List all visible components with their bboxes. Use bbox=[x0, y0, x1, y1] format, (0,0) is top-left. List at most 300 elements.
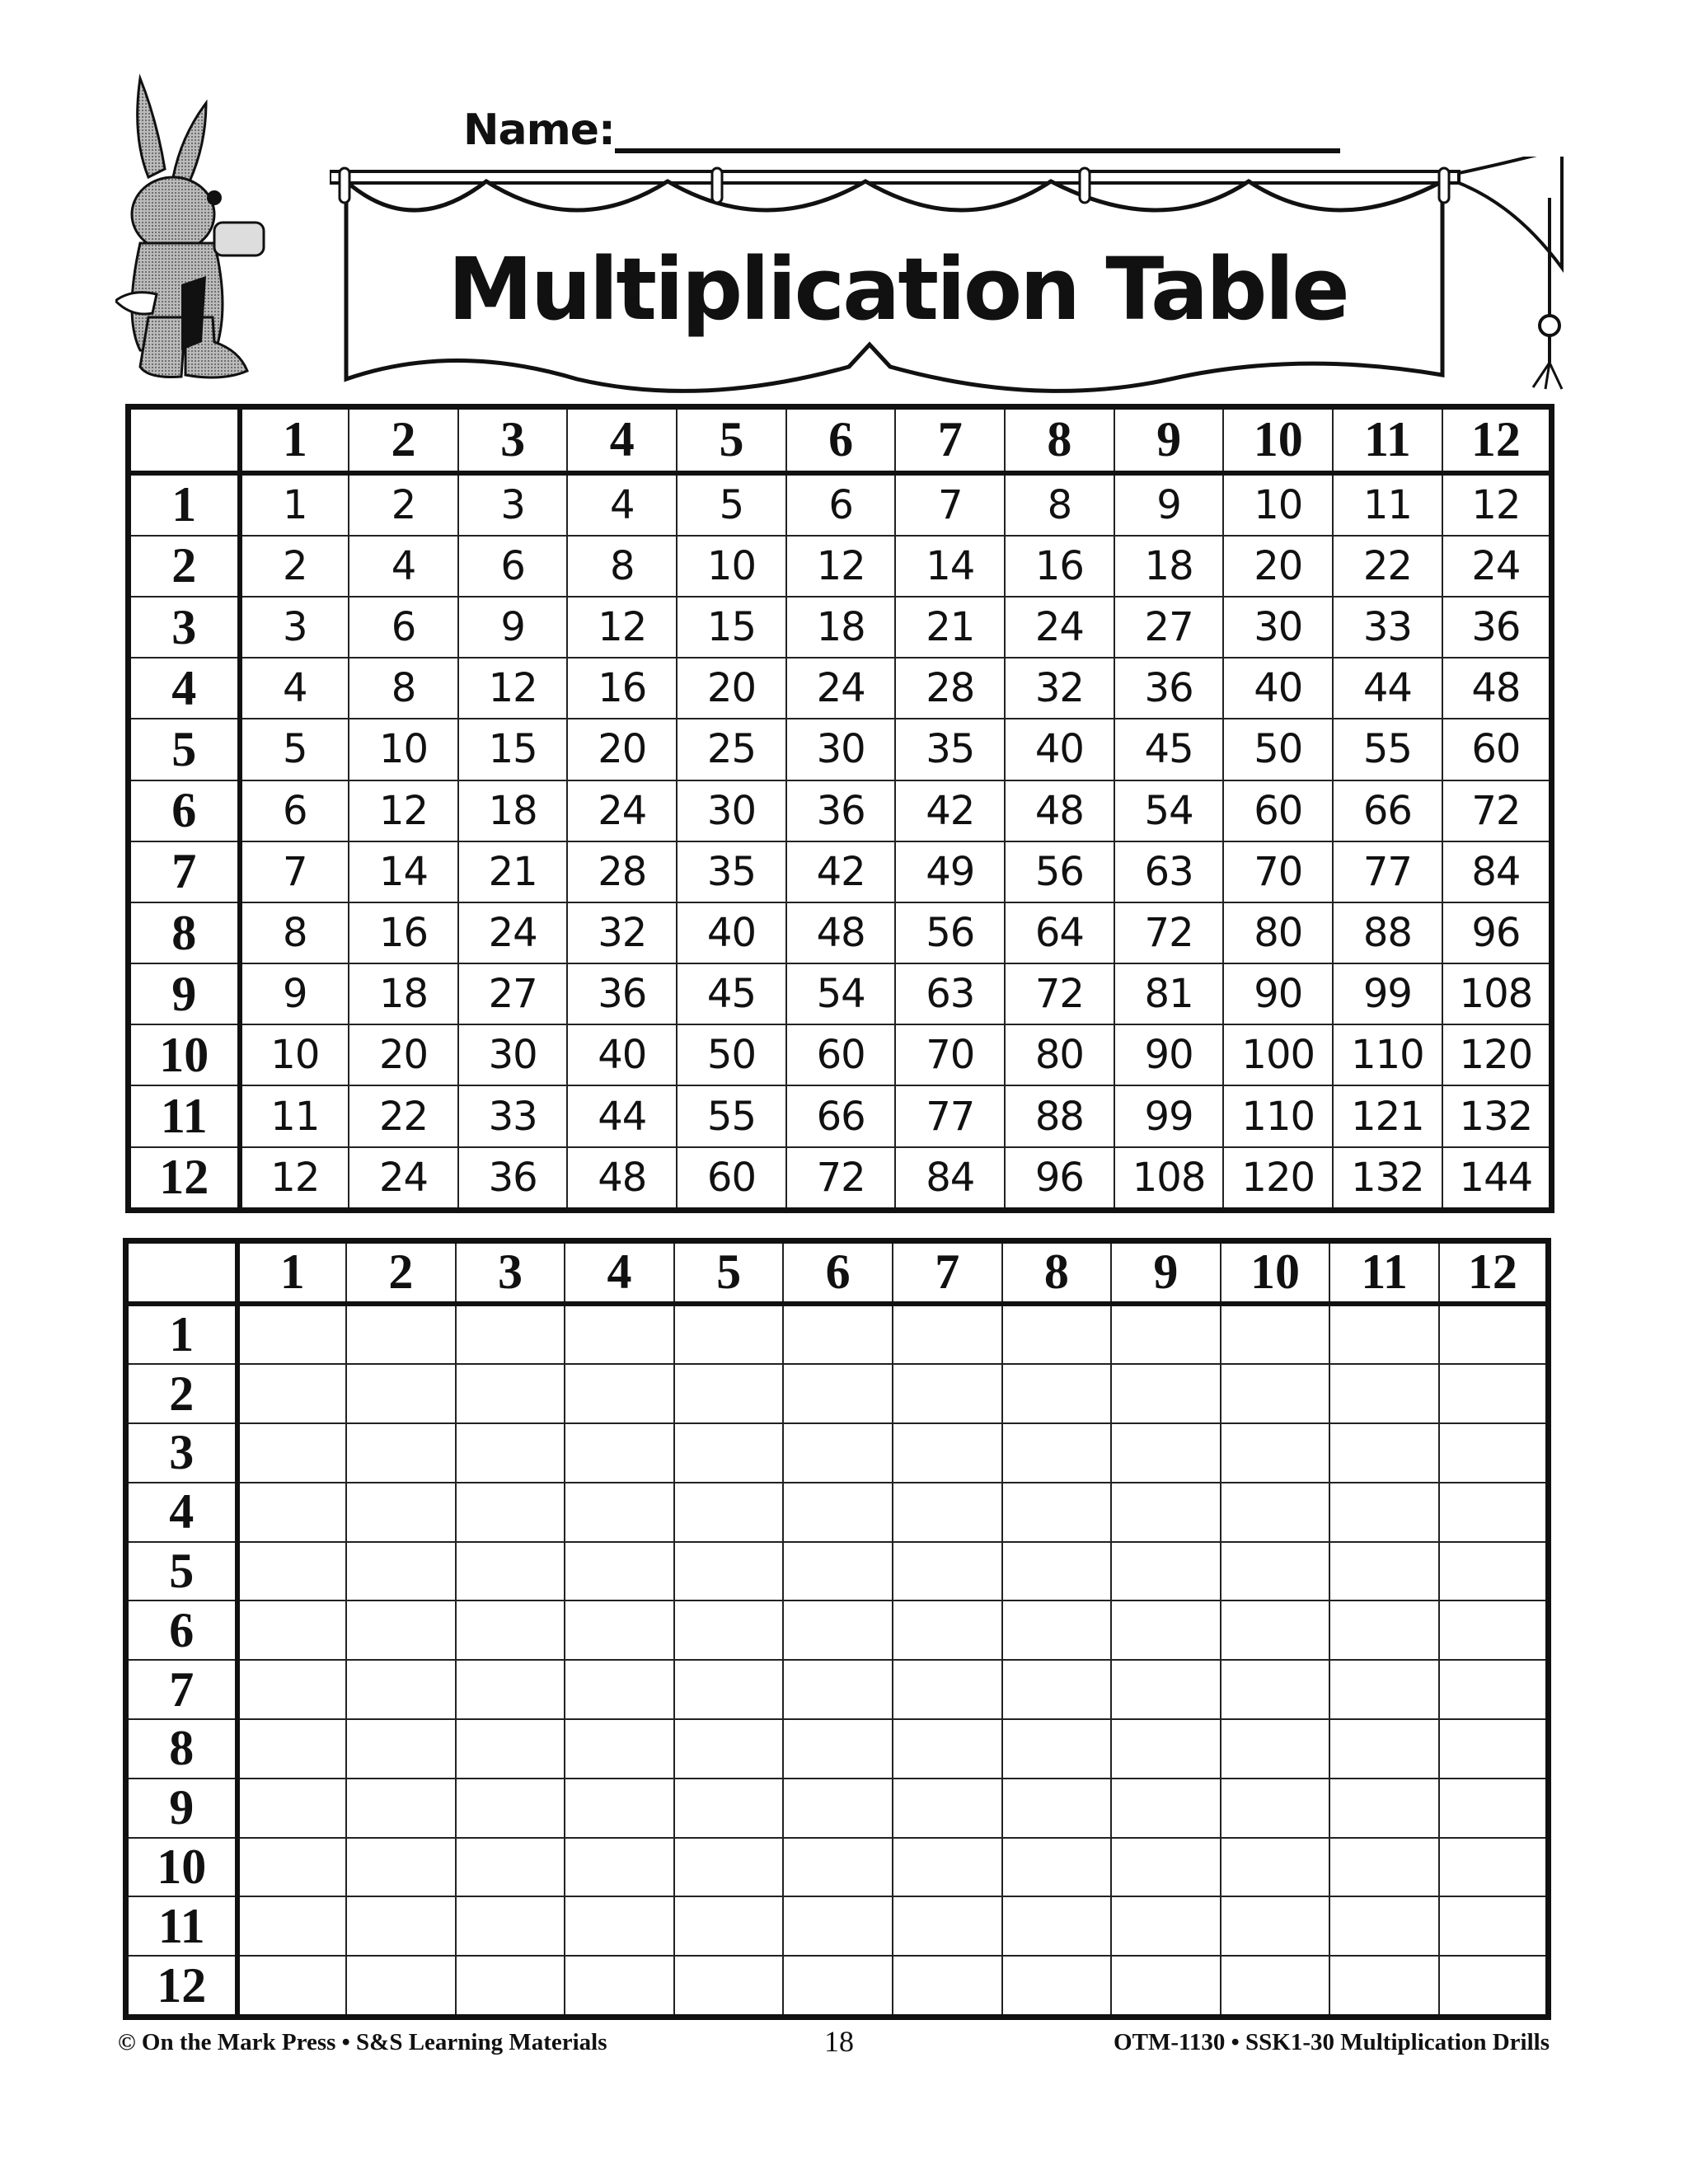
product-cell: 11 bbox=[240, 1085, 349, 1146]
answer-cell[interactable] bbox=[456, 1483, 565, 1542]
answer-cell[interactable] bbox=[1329, 1364, 1439, 1423]
answer-cell[interactable] bbox=[893, 1956, 1002, 2017]
product-cell: 40 bbox=[567, 1024, 677, 1085]
product-cell: 88 bbox=[1333, 902, 1442, 963]
product-cell: 12 bbox=[240, 1147, 349, 1211]
answer-cell[interactable] bbox=[1111, 1601, 1221, 1660]
answer-cell[interactable] bbox=[346, 1423, 456, 1483]
column-header: 1 bbox=[237, 1241, 347, 1304]
answer-cell[interactable] bbox=[674, 1601, 784, 1660]
product-cell: 33 bbox=[458, 1085, 568, 1146]
product-cell: 21 bbox=[895, 597, 1005, 658]
product-cell: 10 bbox=[349, 719, 458, 780]
answer-cell[interactable] bbox=[1111, 1719, 1221, 1779]
row-header: 12 bbox=[129, 1147, 240, 1211]
header-row bbox=[126, 1241, 1549, 1304]
table-row bbox=[126, 1719, 1549, 1779]
answer-cell[interactable] bbox=[565, 1601, 674, 1660]
product-cell: 5 bbox=[240, 719, 349, 780]
answer-cell[interactable] bbox=[565, 1838, 674, 1897]
product-cell: 2 bbox=[349, 473, 458, 536]
answer-cell[interactable] bbox=[346, 1956, 456, 2017]
answer-cell[interactable] bbox=[237, 1542, 347, 1601]
answer-cell[interactable] bbox=[565, 1660, 674, 1719]
product-cell: 24 bbox=[1005, 597, 1114, 658]
answer-cell[interactable] bbox=[783, 1364, 893, 1423]
product-cell: 4 bbox=[349, 536, 458, 597]
answer-cell[interactable] bbox=[674, 1719, 784, 1779]
answer-cell[interactable] bbox=[237, 1896, 347, 1956]
answer-cell[interactable] bbox=[346, 1483, 456, 1542]
answer-cell[interactable] bbox=[674, 1542, 784, 1601]
answer-cell[interactable] bbox=[1439, 1601, 1549, 1660]
answer-cell[interactable] bbox=[565, 1896, 674, 1956]
answer-cell[interactable] bbox=[1002, 1601, 1112, 1660]
product-cell: 2 bbox=[240, 536, 349, 597]
table-row bbox=[126, 1304, 1549, 1365]
product-cell: 84 bbox=[1442, 841, 1552, 902]
product-cell: 132 bbox=[1333, 1147, 1442, 1211]
answer-cell[interactable] bbox=[674, 1304, 784, 1365]
product-cell: 9 bbox=[458, 597, 568, 658]
product-cell: 50 bbox=[677, 1024, 786, 1085]
answer-cell[interactable] bbox=[565, 1423, 674, 1483]
answer-cell[interactable] bbox=[346, 1719, 456, 1779]
product-cell: 49 bbox=[895, 841, 1005, 902]
blank-multiplication-table bbox=[123, 1238, 1551, 2020]
product-cell: 27 bbox=[1114, 597, 1224, 658]
product-cell: 25 bbox=[677, 719, 786, 780]
product-cell: 44 bbox=[567, 1085, 677, 1146]
answer-cell[interactable] bbox=[674, 1838, 784, 1897]
product-cell: 121 bbox=[1333, 1085, 1442, 1146]
name-input-line[interactable] bbox=[615, 148, 1340, 153]
product-cell: 45 bbox=[677, 963, 786, 1024]
product-cell: 35 bbox=[677, 841, 786, 902]
answer-cell[interactable] bbox=[1329, 1601, 1439, 1660]
product-cell: 70 bbox=[895, 1024, 1005, 1085]
answer-cell[interactable] bbox=[1221, 1364, 1330, 1423]
answer-cell[interactable] bbox=[893, 1542, 1002, 1601]
product-cell: 72 bbox=[1114, 902, 1224, 963]
product-cell: 12 bbox=[458, 658, 568, 719]
product-cell: 18 bbox=[349, 963, 458, 1024]
answer-cell[interactable] bbox=[1329, 1779, 1439, 1838]
answer-cell[interactable] bbox=[1111, 1423, 1221, 1483]
table-row bbox=[129, 963, 1552, 1024]
answer-cell[interactable] bbox=[237, 1364, 347, 1423]
answer-cell[interactable] bbox=[783, 1719, 893, 1779]
answer-cell[interactable] bbox=[1221, 1423, 1330, 1483]
product-cell: 55 bbox=[1333, 719, 1442, 780]
answer-cell[interactable] bbox=[456, 1304, 565, 1365]
answer-cell[interactable] bbox=[1329, 1896, 1439, 1956]
product-cell: 5 bbox=[677, 473, 786, 536]
answer-cell[interactable] bbox=[893, 1423, 1002, 1483]
answer-cell[interactable] bbox=[783, 1483, 893, 1542]
answer-cell[interactable] bbox=[237, 1719, 347, 1779]
answer-cell[interactable] bbox=[1439, 1423, 1549, 1483]
answer-cell[interactable] bbox=[456, 1660, 565, 1719]
product-cell: 99 bbox=[1114, 1085, 1224, 1146]
table-row bbox=[129, 902, 1552, 963]
column-header: 3 bbox=[458, 407, 568, 473]
row-header: 7 bbox=[126, 1660, 237, 1719]
answer-cell[interactable] bbox=[456, 1423, 565, 1483]
answer-cell[interactable] bbox=[456, 1719, 565, 1779]
answer-cell[interactable] bbox=[1002, 1956, 1112, 2017]
product-cell: 50 bbox=[1223, 719, 1333, 780]
answer-cell[interactable] bbox=[783, 1896, 893, 1956]
row-header: 3 bbox=[126, 1423, 237, 1483]
answer-cell[interactable] bbox=[237, 1956, 347, 2017]
table-row bbox=[129, 597, 1552, 658]
answer-cell[interactable] bbox=[1439, 1896, 1549, 1956]
answer-cell[interactable] bbox=[1439, 1364, 1549, 1423]
answer-cell[interactable] bbox=[565, 1719, 674, 1779]
product-cell: 20 bbox=[1223, 536, 1333, 597]
row-header: 5 bbox=[129, 719, 240, 780]
product-cell: 10 bbox=[240, 1024, 349, 1085]
product-cell: 88 bbox=[1005, 1085, 1114, 1146]
product-cell: 72 bbox=[786, 1147, 896, 1211]
answer-cell[interactable] bbox=[456, 1896, 565, 1956]
product-cell: 7 bbox=[895, 473, 1005, 536]
answer-cell[interactable] bbox=[1221, 1304, 1330, 1365]
product-cell: 8 bbox=[240, 902, 349, 963]
answer-cell[interactable] bbox=[1002, 1364, 1112, 1423]
row-header: 11 bbox=[129, 1085, 240, 1146]
answer-cell[interactable] bbox=[346, 1838, 456, 1897]
answer-cell[interactable] bbox=[1329, 1483, 1439, 1542]
answer-cell[interactable] bbox=[1329, 1660, 1439, 1719]
column-header: 3 bbox=[456, 1241, 565, 1304]
product-cell: 44 bbox=[1333, 658, 1442, 719]
product-cell: 100 bbox=[1223, 1024, 1333, 1085]
row-header: 9 bbox=[129, 963, 240, 1024]
column-header: 7 bbox=[893, 1241, 1002, 1304]
product-cell: 15 bbox=[458, 719, 568, 780]
answer-cell[interactable] bbox=[783, 1423, 893, 1483]
product-cell: 80 bbox=[1005, 1024, 1114, 1085]
product-cell: 9 bbox=[1114, 473, 1224, 536]
product-cell: 70 bbox=[1223, 841, 1333, 902]
answer-cell[interactable] bbox=[1002, 1896, 1112, 1956]
product-cell: 36 bbox=[786, 780, 896, 841]
answer-cell[interactable] bbox=[1002, 1423, 1112, 1483]
answer-cell[interactable] bbox=[1002, 1838, 1112, 1897]
answer-cell[interactable] bbox=[237, 1660, 347, 1719]
answer-cell[interactable] bbox=[456, 1364, 565, 1423]
answer-cell[interactable] bbox=[674, 1896, 784, 1956]
answer-cell[interactable] bbox=[1439, 1779, 1549, 1838]
table-row bbox=[129, 719, 1552, 780]
product-cell: 66 bbox=[1333, 780, 1442, 841]
product-cell: 99 bbox=[1333, 963, 1442, 1024]
table-row bbox=[126, 1896, 1549, 1956]
product-cell: 60 bbox=[786, 1024, 896, 1085]
answer-cell[interactable] bbox=[783, 1542, 893, 1601]
product-cell: 24 bbox=[1442, 536, 1552, 597]
answer-cell[interactable] bbox=[1329, 1423, 1439, 1483]
product-cell: 60 bbox=[1223, 780, 1333, 841]
answer-cell[interactable] bbox=[674, 1423, 784, 1483]
rabbit-trumpeter-illustration bbox=[115, 70, 354, 383]
answer-cell[interactable] bbox=[565, 1364, 674, 1423]
product-cell: 35 bbox=[895, 719, 1005, 780]
product-cell: 3 bbox=[240, 597, 349, 658]
row-header: 10 bbox=[126, 1838, 237, 1897]
answer-cell[interactable] bbox=[456, 1838, 565, 1897]
product-cell: 36 bbox=[567, 963, 677, 1024]
answer-cell[interactable] bbox=[893, 1660, 1002, 1719]
answer-cell[interactable] bbox=[1221, 1483, 1330, 1542]
product-cell: 10 bbox=[1223, 473, 1333, 536]
product-cell: 16 bbox=[567, 658, 677, 719]
row-header: 3 bbox=[129, 597, 240, 658]
answer-cell[interactable] bbox=[1002, 1542, 1112, 1601]
answer-cell[interactable] bbox=[1439, 1483, 1549, 1542]
answer-cell[interactable] bbox=[1221, 1896, 1330, 1956]
answer-cell[interactable] bbox=[1439, 1660, 1549, 1719]
answer-cell[interactable] bbox=[1111, 1483, 1221, 1542]
answer-cell[interactable] bbox=[456, 1956, 565, 2017]
column-header: 9 bbox=[1114, 407, 1224, 473]
answer-cell[interactable] bbox=[783, 1660, 893, 1719]
product-cell: 6 bbox=[240, 780, 349, 841]
product-cell: 60 bbox=[677, 1147, 786, 1211]
product-cell: 10 bbox=[677, 536, 786, 597]
answer-cell[interactable] bbox=[1439, 1304, 1549, 1365]
product-cell: 33 bbox=[1333, 597, 1442, 658]
product-cell: 36 bbox=[458, 1147, 568, 1211]
product-cell: 48 bbox=[1442, 658, 1552, 719]
answer-cell[interactable] bbox=[783, 1601, 893, 1660]
product-cell: 30 bbox=[1223, 597, 1333, 658]
answer-cell[interactable] bbox=[346, 1542, 456, 1601]
product-cell: 24 bbox=[458, 902, 568, 963]
answer-cell[interactable] bbox=[237, 1838, 347, 1897]
table-row bbox=[126, 1601, 1549, 1660]
answer-cell[interactable] bbox=[1002, 1483, 1112, 1542]
answer-cell[interactable] bbox=[893, 1838, 1002, 1897]
row-header: 4 bbox=[126, 1483, 237, 1542]
answer-cell[interactable] bbox=[1329, 1542, 1439, 1601]
answer-cell[interactable] bbox=[1111, 1660, 1221, 1719]
answer-cell[interactable] bbox=[346, 1896, 456, 1956]
product-cell: 72 bbox=[1442, 780, 1552, 841]
row-header: 10 bbox=[129, 1024, 240, 1085]
answer-cell[interactable] bbox=[456, 1542, 565, 1601]
name-label: Name: bbox=[463, 105, 615, 155]
product-cell: 63 bbox=[1114, 841, 1224, 902]
answer-cell[interactable] bbox=[237, 1304, 347, 1365]
answer-cell[interactable] bbox=[893, 1483, 1002, 1542]
product-cell: 20 bbox=[677, 658, 786, 719]
product-cell: 63 bbox=[895, 963, 1005, 1024]
column-header: 4 bbox=[567, 407, 677, 473]
answer-cell[interactable] bbox=[1221, 1719, 1330, 1779]
product-cell: 45 bbox=[1114, 719, 1224, 780]
table-row bbox=[129, 780, 1552, 841]
row-header: 5 bbox=[126, 1542, 237, 1601]
product-cell: 12 bbox=[786, 536, 896, 597]
product-cell: 36 bbox=[1442, 597, 1552, 658]
product-cell: 108 bbox=[1114, 1147, 1224, 1211]
answer-cell[interactable] bbox=[237, 1779, 347, 1838]
answer-cell[interactable] bbox=[783, 1956, 893, 2017]
column-header: 8 bbox=[1005, 407, 1114, 473]
answer-cell[interactable] bbox=[346, 1364, 456, 1423]
column-header: 8 bbox=[1002, 1241, 1112, 1304]
product-cell: 12 bbox=[1442, 473, 1552, 536]
product-cell: 48 bbox=[567, 1147, 677, 1211]
answer-cell[interactable] bbox=[674, 1779, 784, 1838]
answer-cell[interactable] bbox=[1221, 1956, 1330, 2017]
corner-cell bbox=[126, 1241, 237, 1304]
product-cell: 36 bbox=[1114, 658, 1224, 719]
answer-cell[interactable] bbox=[456, 1601, 565, 1660]
column-header: 11 bbox=[1333, 407, 1442, 473]
answer-cell[interactable] bbox=[346, 1304, 456, 1365]
answer-cell[interactable] bbox=[1439, 1956, 1549, 2017]
column-header: 2 bbox=[349, 407, 458, 473]
corner-cell bbox=[129, 407, 240, 473]
answer-cell[interactable] bbox=[1221, 1601, 1330, 1660]
product-cell: 3 bbox=[458, 473, 568, 536]
product-cell: 132 bbox=[1442, 1085, 1552, 1146]
answer-cell[interactable] bbox=[1111, 1364, 1221, 1423]
product-cell: 90 bbox=[1223, 963, 1333, 1024]
answer-cell[interactable] bbox=[1002, 1304, 1112, 1365]
answer-cell[interactable] bbox=[237, 1483, 347, 1542]
answer-cell[interactable] bbox=[1111, 1542, 1221, 1601]
answer-cell[interactable] bbox=[1221, 1660, 1330, 1719]
answer-cell[interactable] bbox=[1111, 1896, 1221, 1956]
product-cell: 40 bbox=[1005, 719, 1114, 780]
row-header: 9 bbox=[126, 1779, 237, 1838]
product-cell: 55 bbox=[677, 1085, 786, 1146]
row-header: 12 bbox=[126, 1956, 237, 2017]
product-cell: 54 bbox=[1114, 780, 1224, 841]
product-cell: 96 bbox=[1442, 902, 1552, 963]
answer-cell[interactable] bbox=[565, 1483, 674, 1542]
product-cell: 18 bbox=[1114, 536, 1224, 597]
product-cell: 42 bbox=[786, 841, 896, 902]
product-cell: 60 bbox=[1442, 719, 1552, 780]
column-header: 12 bbox=[1442, 407, 1552, 473]
product-cell: 24 bbox=[349, 1147, 458, 1211]
footer-publisher: © On the Mark Press • S&S Learning Materials bbox=[118, 2029, 607, 2055]
answer-cell[interactable] bbox=[1439, 1542, 1549, 1601]
answer-cell[interactable] bbox=[1329, 1956, 1439, 2017]
answer-cell[interactable] bbox=[783, 1838, 893, 1897]
table-row bbox=[129, 1024, 1552, 1085]
answer-cell[interactable] bbox=[1111, 1838, 1221, 1897]
answer-cell[interactable] bbox=[565, 1779, 674, 1838]
answer-cell[interactable] bbox=[565, 1542, 674, 1601]
answer-cell[interactable] bbox=[1002, 1660, 1112, 1719]
answer-cell[interactable] bbox=[893, 1364, 1002, 1423]
answer-cell[interactable] bbox=[1329, 1719, 1439, 1779]
answer-cell[interactable] bbox=[1221, 1779, 1330, 1838]
column-header: 1 bbox=[240, 407, 349, 473]
answer-cell[interactable] bbox=[1002, 1779, 1112, 1838]
column-header: 10 bbox=[1223, 407, 1333, 473]
table-row bbox=[126, 1838, 1549, 1897]
row-header: 7 bbox=[129, 841, 240, 902]
answer-cell[interactable] bbox=[674, 1364, 784, 1423]
product-cell: 110 bbox=[1333, 1024, 1442, 1085]
answer-cell[interactable] bbox=[565, 1956, 674, 2017]
product-cell: 1 bbox=[240, 473, 349, 536]
answer-cell[interactable] bbox=[1111, 1304, 1221, 1365]
answer-cell[interactable] bbox=[674, 1660, 784, 1719]
answer-cell[interactable] bbox=[1329, 1304, 1439, 1365]
product-cell: 4 bbox=[240, 658, 349, 719]
answer-cell[interactable] bbox=[346, 1660, 456, 1719]
product-cell: 6 bbox=[349, 597, 458, 658]
product-cell: 77 bbox=[895, 1085, 1005, 1146]
answer-cell[interactable] bbox=[1002, 1719, 1112, 1779]
answer-cell[interactable] bbox=[346, 1779, 456, 1838]
answer-cell[interactable] bbox=[893, 1719, 1002, 1779]
product-cell: 120 bbox=[1442, 1024, 1552, 1085]
answer-cell[interactable] bbox=[237, 1423, 347, 1483]
product-cell: 56 bbox=[895, 902, 1005, 963]
answer-cell[interactable] bbox=[674, 1483, 784, 1542]
answer-cell[interactable] bbox=[1111, 1779, 1221, 1838]
answer-cell[interactable] bbox=[674, 1956, 784, 2017]
answer-cell[interactable] bbox=[1439, 1838, 1549, 1897]
row-header: 4 bbox=[129, 658, 240, 719]
product-cell: 40 bbox=[1223, 658, 1333, 719]
product-cell: 32 bbox=[1005, 658, 1114, 719]
table-row bbox=[126, 1542, 1549, 1601]
table-row bbox=[129, 1147, 1552, 1211]
answer-cell[interactable] bbox=[237, 1601, 347, 1660]
product-cell: 108 bbox=[1442, 963, 1552, 1024]
product-cell: 8 bbox=[1005, 473, 1114, 536]
answer-cell[interactable] bbox=[1329, 1838, 1439, 1897]
product-cell: 72 bbox=[1005, 963, 1114, 1024]
product-cell: 40 bbox=[677, 902, 786, 963]
column-header: 5 bbox=[674, 1241, 784, 1304]
answer-cell[interactable] bbox=[893, 1896, 1002, 1956]
answer-cell[interactable] bbox=[565, 1304, 674, 1365]
product-cell: 30 bbox=[458, 1024, 568, 1085]
footer-product-code: OTM-1130 • SSK1-30 Multiplication Drills bbox=[1114, 2029, 1550, 2055]
header-row bbox=[129, 407, 1552, 473]
answer-cell[interactable] bbox=[346, 1601, 456, 1660]
table-row bbox=[129, 473, 1552, 536]
answer-cell[interactable] bbox=[1221, 1542, 1330, 1601]
answer-cell[interactable] bbox=[893, 1779, 1002, 1838]
row-header: 6 bbox=[129, 780, 240, 841]
answer-cell[interactable] bbox=[1439, 1719, 1549, 1779]
answer-cell[interactable] bbox=[456, 1779, 565, 1838]
answer-cell[interactable] bbox=[1111, 1956, 1221, 2017]
product-cell: 54 bbox=[786, 963, 896, 1024]
product-cell: 4 bbox=[567, 473, 677, 536]
product-cell: 77 bbox=[1333, 841, 1442, 902]
answer-cell[interactable] bbox=[1221, 1838, 1330, 1897]
answer-cell[interactable] bbox=[893, 1304, 1002, 1365]
answer-cell[interactable] bbox=[893, 1601, 1002, 1660]
product-cell: 42 bbox=[895, 780, 1005, 841]
answer-cell[interactable] bbox=[783, 1304, 893, 1365]
answer-cell[interactable] bbox=[783, 1779, 893, 1838]
